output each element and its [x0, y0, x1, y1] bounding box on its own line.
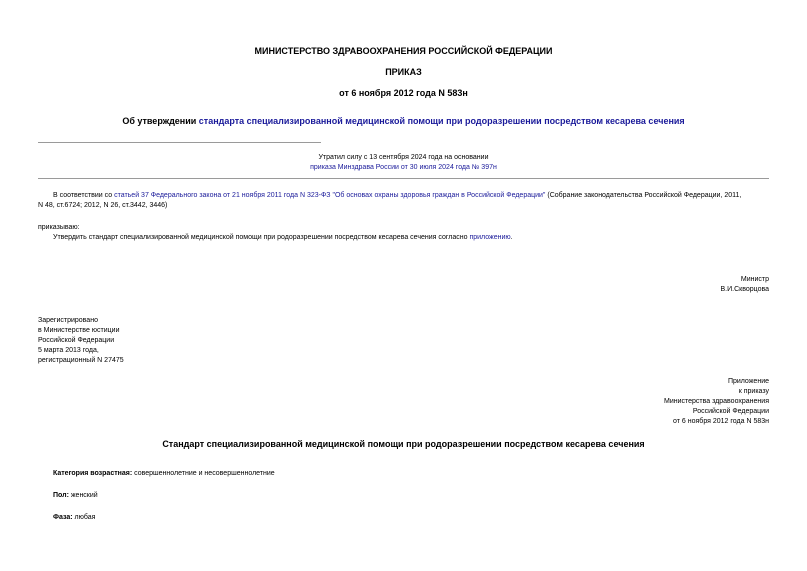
sex-category [53, 491, 98, 501]
age-category [53, 469, 275, 479]
short-rule [38, 142, 321, 143]
repeal-order-link[interactable]: приказа Минздрава России от 30 июля 2024 года № 397н [310, 164, 497, 171]
order-word: приказываю: [38, 224, 80, 231]
registration-block [38, 316, 258, 366]
appendix-link[interactable]: приложению [469, 234, 511, 241]
registration-line: в Министерстве юстиции [38, 327, 120, 334]
ministry-heading: МИНИСТЕРСТВО ЗДРАВООХРАНЕНИЯ РОССИЙСКОЙ ФЕДЕРАЦИИ [254, 46, 553, 56]
appendix-line: Приложение [727, 378, 769, 385]
appendix-line: Министерства здравоохранения [664, 398, 769, 405]
registration-line: Зарегистрировано [38, 317, 98, 324]
appendix-line: Российской Федерации [692, 408, 769, 415]
registration-line: 5 марта 2013 года, [38, 347, 99, 354]
preamble [38, 191, 778, 211]
phase-value: любая [72, 514, 96, 521]
repeal-notice [0, 153, 807, 173]
phase-label: Фаза: [53, 514, 73, 521]
age-label: Категория возрастная: [53, 470, 133, 477]
preamble-line-2: N 48, ст.6724; 2012, N 26, ст.3442, 3446) [38, 202, 168, 209]
signature-role: Министр [740, 276, 769, 283]
doc-date-number: от 6 ноября 2012 года N 583н [339, 88, 468, 98]
doc-title-link[interactable]: стандарта специализированной медицинской помощи при родоразрешении посредством кесарева сечения [198, 116, 685, 126]
sex-value: женский [68, 492, 98, 499]
notice-rule [38, 178, 769, 179]
age-value: совершеннолетние и несовершеннолетние [132, 470, 275, 477]
signature-block [560, 275, 769, 295]
preamble-line-1: В соответствии со статьей 37 Федерального закона от 21 ноября 2011 года N 323-ФЗ "Об основах охраны здоровья граждан в Российской Федерации" (Собрание законодательства Российской Федерации, 2011, [53, 192, 742, 199]
appendix-block [560, 377, 769, 427]
standard-title: Стандарт специализированной медицинской помощи при родоразрешении посредством кесарева сечения [162, 439, 645, 449]
appendix-line: от 6 ноября 2012 года N 583н [673, 418, 769, 425]
registration-line: Российской Федерации [38, 337, 115, 344]
law-article-link[interactable]: статьей 37 Федерального закона от 21 ноября 2011 года N 323-ФЗ "Об основах охраны здоровья граждан в Российской Федерации" [114, 192, 546, 199]
doc-title [0, 116, 807, 126]
doc-title-prefix: Об утверждении [122, 116, 199, 126]
registration-line: регистрационный N 27475 [38, 357, 124, 364]
sex-label: Пол: [53, 492, 69, 499]
repeal-notice-text: Утратил силу с 13 сентября 2024 года на основании [318, 154, 489, 161]
signature-name: В.И.Скворцова [720, 286, 769, 293]
doc-type-heading: ПРИКАЗ [385, 67, 422, 77]
appendix-line: к приказу [738, 388, 769, 395]
approve-paragraph: Утвердить стандарт специализированной медицинской помощи при родоразрешении посредством кесарева сечения согласно приложению. [53, 234, 513, 241]
phase-category [53, 513, 95, 523]
